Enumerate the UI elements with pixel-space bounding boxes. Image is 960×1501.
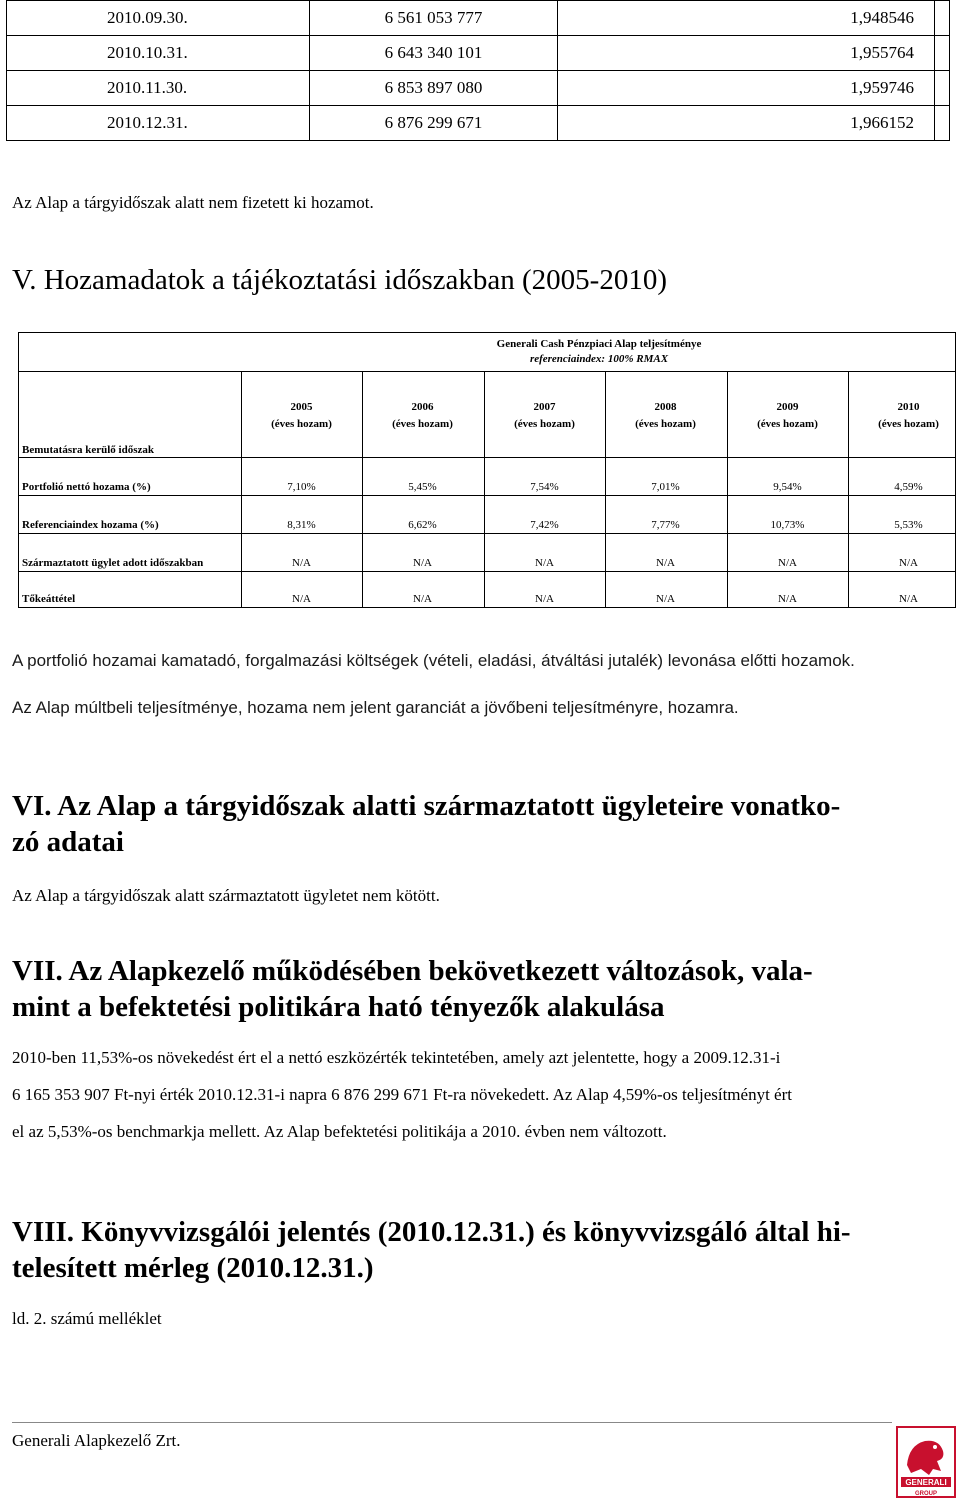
nav-spacer-cell	[935, 36, 950, 71]
section-vii-line-2: 6 165 353 907 Ft-nyi érték 2010.12.31-i napra 6 876 299 671 Ft-ra növekedett. Az Alap 4,59%-os teljesítményt ért	[12, 1085, 792, 1104]
performance-cell: 7,54%	[530, 481, 559, 493]
generali-logo	[895, 1425, 957, 1499]
performance-cell: 5,45%	[408, 481, 437, 493]
year-label: 2007	[533, 401, 556, 413]
performance-cell: 9,54%	[773, 481, 802, 493]
performance-row-label: Referenciaindex hozama (%)	[22, 519, 159, 531]
section-vi-heading-line-2: zó adatai	[12, 826, 124, 858]
year-sublabel: (éves hozam)	[878, 418, 939, 430]
year-sublabel: (éves hozam)	[514, 418, 575, 430]
performance-title-text: Generali Cash Pénzpiaci Alap teljesítménye	[496, 338, 702, 350]
nav-date-cell: 2010.09.30.	[7, 1, 310, 36]
notes-line-1: A portfolió hozamai kamatadó, forgalmazási költségek (vételi, eladási, átváltási jutalék) levonása előtti hozamok.	[12, 651, 855, 670]
performance-cell: 4,59%	[894, 481, 923, 493]
nav-table-row	[7, 71, 950, 106]
year-label: 2005	[290, 401, 313, 413]
grid-hline	[19, 571, 955, 572]
performance-cell: N/A	[535, 593, 554, 605]
section-viii-text: ld. 2. számú melléklet	[12, 1309, 162, 1328]
performance-cell: N/A	[899, 557, 918, 569]
year-label: 2006	[411, 401, 434, 413]
year-header	[484, 399, 605, 433]
performance-cell: 7,77%	[651, 519, 680, 531]
section-vii-heading	[12, 953, 813, 1025]
performance-row-label: Portfolió nettó hozama (%)	[22, 481, 151, 493]
period-label: Bemutatásra kerülő időszak	[22, 444, 154, 456]
nav-spacer-cell	[935, 106, 950, 141]
nav-date-cell: 2010.10.31.	[7, 36, 310, 71]
section-viii-heading	[12, 1214, 851, 1286]
performance-cell: 7,10%	[287, 481, 316, 493]
section-vi-text: Az Alap a tárgyidőszak alatt származtatott ügyletet nem kötött.	[12, 886, 440, 905]
performance-cell: 5,53%	[894, 519, 923, 531]
logo-subtext: GROUP	[914, 1491, 938, 1497]
performance-subtitle-text: referenciaindex: 100% RMAX	[529, 353, 669, 365]
performance-cell: N/A	[778, 593, 797, 605]
year-label: 2009	[776, 401, 799, 413]
section-vii-heading-line-2: mint a befektetési politikára ható tényezők alakulása	[12, 991, 665, 1023]
nav-price-cell: 1,959746	[558, 71, 935, 106]
nav-table-row	[7, 36, 950, 71]
nav-spacer-cell	[935, 1, 950, 36]
section-v-heading: V. Hozamadatok a tájékoztatási időszakban (2005-2010)	[12, 264, 667, 296]
nav-value-cell: 6 561 053 777	[310, 1, 558, 36]
section-vi-heading-line-1: VI. Az Alap a tárgyidőszak alatti származtatott ügyleteire vonatko-	[12, 790, 841, 822]
section-viii-heading-line-2: telesített mérleg (2010.12.31.)	[12, 1252, 374, 1284]
grid-hline	[19, 371, 955, 372]
footer-divider	[12, 1422, 892, 1423]
performance-row-label: Tőkeáttétel	[22, 593, 76, 605]
performance-table-title	[249, 337, 949, 367]
performance-cell: N/A	[292, 593, 311, 605]
notes-line-2: Az Alap múltbeli teljesítménye, hozama nem jelent garanciát a jövőbeni teljesítményre, hozamra.	[12, 698, 739, 717]
grid-hline	[19, 495, 955, 496]
nav-spacer-cell	[935, 71, 950, 106]
year-header	[605, 399, 726, 433]
year-label: 2010	[897, 401, 920, 413]
performance-table	[18, 332, 956, 608]
grid-hline	[19, 533, 955, 534]
performance-cell: 7,01%	[651, 481, 680, 493]
section-vii-line-1: 2010-ben 11,53%-os növekedést ért el a nettó eszközérték tekintetében, amely azt jelentette, hogy a 2009.12.31-i	[12, 1048, 781, 1067]
performance-cell: N/A	[656, 593, 675, 605]
performance-cell: N/A	[413, 593, 432, 605]
nav-table-row	[7, 106, 950, 141]
nav-date-cell: 2010.12.31.	[7, 106, 310, 141]
section-viii-heading-line-1: VIII. Könyvvizsgálói jelentés (2010.12.31.) és könyvvizsgáló által hi-	[12, 1216, 851, 1248]
performance-cell: N/A	[656, 557, 675, 569]
year-sublabel: (éves hozam)	[757, 418, 818, 430]
performance-cell: N/A	[778, 557, 797, 569]
nav-value-cell: 6 643 340 101	[310, 36, 558, 71]
grid-hline	[19, 457, 955, 458]
year-header	[241, 399, 362, 433]
nav-value-cell: 6 853 897 080	[310, 71, 558, 106]
section-vii-line-3: el az 5,53%-os benchmarkja mellett. Az Alap befektetési politikája a 2010. évben nem változott.	[12, 1122, 667, 1141]
nav-price-cell: 1,955764	[558, 36, 935, 71]
no-dividend-text: Az Alap a tárgyidőszak alatt nem fizetett ki hozamot.	[12, 193, 374, 212]
year-sublabel: (éves hozam)	[635, 418, 696, 430]
year-sublabel: (éves hozam)	[392, 418, 453, 430]
performance-cell: N/A	[413, 557, 432, 569]
performance-cell: N/A	[292, 557, 311, 569]
performance-cell: N/A	[899, 593, 918, 605]
year-header	[727, 399, 848, 433]
nav-price-cell: 1,966152	[558, 106, 935, 141]
year-sublabel: (éves hozam)	[271, 418, 332, 430]
section-vi-heading	[12, 788, 840, 860]
performance-cell: 6,62%	[408, 519, 437, 531]
performance-cell: 10,73%	[770, 519, 805, 531]
nav-table-body	[7, 1, 950, 141]
performance-cell: N/A	[535, 557, 554, 569]
nav-value-cell: 6 876 299 671	[310, 106, 558, 141]
performance-cell: 7,42%	[530, 519, 559, 531]
year-header	[848, 399, 960, 433]
nav-date-cell: 2010.11.30.	[7, 71, 310, 106]
logo-text: GENERALI	[905, 1478, 947, 1487]
year-label: 2008	[654, 401, 677, 413]
nav-table	[6, 0, 950, 141]
performance-row-label: Származtatott ügylet adott időszakban	[22, 557, 204, 569]
section-vii-heading-line-1: VII. Az Alapkezelő működésében bekövetkezett változások, vala-	[12, 955, 813, 987]
year-header	[362, 399, 483, 433]
nav-price-cell: 1,948546	[558, 1, 935, 36]
nav-table-row	[7, 1, 950, 36]
performance-cell: 8,31%	[287, 519, 316, 531]
footer-company: Generali Alapkezelő Zrt.	[12, 1431, 181, 1450]
